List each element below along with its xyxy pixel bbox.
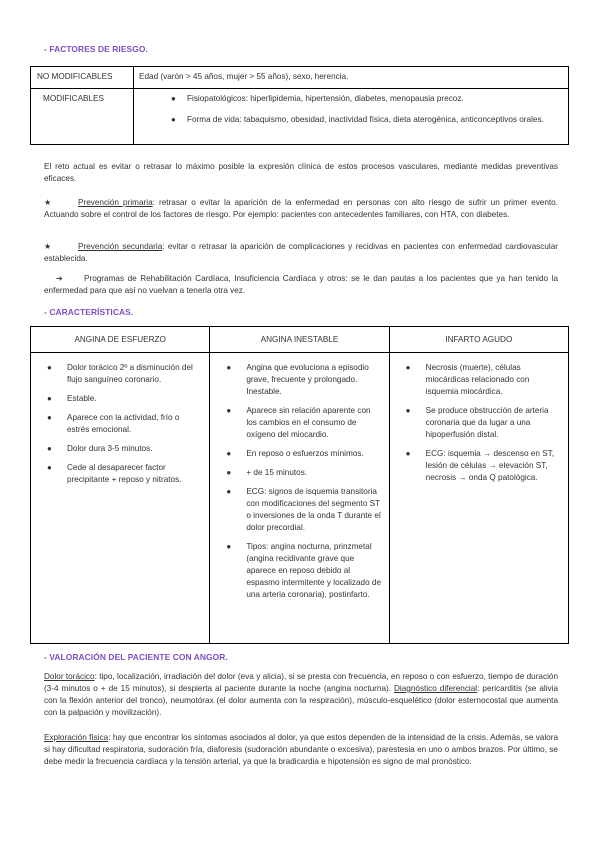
intro-paragraph: El reto actual es evitar o retrasar lo máximo posible la expresión clínica de estos procesos vasculares, mediante medidas preventivas eficaces. — [44, 162, 558, 183]
nonmodifiable-label: NO MODIFICABLES — [31, 67, 134, 89]
list-item: ● Necrosis (muerte), células miocárdicas relacionado con isquemia miocárdica. — [405, 363, 530, 396]
list-item: ● + de 15 minutos. — [226, 468, 308, 477]
list-item: ● En reposo o esfuerzos mínimos. — [226, 449, 364, 458]
bullet-icon: ● — [405, 449, 411, 458]
primary-prevention-label: Prevención primaria — [78, 198, 153, 207]
bullet-icon: ● — [226, 468, 232, 477]
list-item: ● Forma de vida: tabaquismo, obesidad, inactividad física, dieta aterogénica, anticonceptivos orales. — [171, 115, 544, 124]
risk-factors-heading: - FACTORES DE RIESGO. — [44, 44, 148, 54]
physical-exam-paragraph: Exploración física: hay que encontrar los síntomas asociados al dolor, ya que estos dependen de la intensidad de la crisis. Además, se valora si hay dificultad respiratoria, sudoración fría, diaforesis (sudoración abundante o excesiva), parestesia en uno o ambos brazos. Por último, se debe medir la frecuencia cardíaca y la tensión arterial, ya que la bradicardia e hipotensión es signo de mal pronóstico. — [44, 733, 558, 766]
bullet-icon: ● — [47, 413, 52, 422]
bullet-icon: ● — [226, 363, 232, 372]
bullet-icon: ● — [47, 444, 52, 453]
bullet-icon: ● — [171, 94, 176, 103]
secondary-prevention-label: Prevención secundaria — [78, 242, 163, 251]
list-item: ● Tipos: angina nocturna, prinzmetal (angina recidivante grave que aparece en reposo debido al espasmo intermitente y localizado de una arteria coronaria), postinfarto. — [226, 542, 382, 599]
bullet-icon: ● — [226, 406, 232, 415]
primary-prevention-paragraph: ★ Prevención primaria: retrasar o evitar la aparición de la enfermedad en personas con alto riesgo de sufrir un primer evento. Actuando sobre el control de los factores de riesgo. Por ejemplo: pacientes con antecedentes familiares, con HTA, con diabetes. — [44, 198, 558, 219]
header-infarto-agudo: INFARTO AGUDO — [389, 327, 568, 353]
rehab-paragraph: ➔ Programas de Rehabilitación Cardíaca, Insuficiencia Cardíaca y otros: se le dan pautas a los pacientes que ya han tenido la enfermedad para que así no vuelvan a tenerla otra vez. — [44, 274, 558, 295]
nonmodifiable-text: Edad (varón > 45 años, mujer > 55 años), sexo, herencia. — [134, 67, 569, 89]
column-angina-esfuerzo — [31, 353, 210, 644]
modifiable-cell — [134, 89, 569, 145]
header-angina-esfuerzo: ANGINA DE ESFUERZO — [31, 327, 210, 353]
header-angina-inestable: ANGINA INESTABLE — [210, 327, 389, 353]
column-angina-inestable — [210, 353, 389, 644]
chest-pain-label: Dolor torácico — [44, 672, 95, 681]
bullet-icon: ● — [171, 115, 176, 124]
list-item: ● Dolor dura 3-5 minutos. — [47, 444, 153, 453]
bullet-icon: ● — [405, 363, 411, 372]
column-infarto-agudo — [389, 353, 568, 644]
list-item: ● Aparece sin relación aparente con los cambios en el consumo de oxígeno del miocardio. — [226, 406, 371, 439]
list-item: ● Aparece con la actividad, frío o estrés emocional. — [47, 413, 180, 434]
characteristics-heading: - CARACTERÍSTICAS. — [44, 307, 134, 317]
characteristics-table — [30, 326, 569, 644]
star-icon: ★ — [44, 198, 52, 207]
arrow-icon: ➔ — [56, 274, 63, 283]
bullet-icon: ● — [226, 542, 232, 551]
modifiable-label: MODIFICABLES — [31, 89, 134, 145]
chest-pain-paragraph: Dolor torácico: tipo, localización, irradiación del dolor (eva y alicia), si se presta con frecuencia, en reposo o con esfuerzo, tiempo de duración (3-4 minutos o + de 15 minutos), si despierta al paciente durante la noche (angina nocturna). Diagnóstico diferencial: pericarditis (se alivia con la flexión anterior del tronco), neumotórax (el dolor aumenta con la respiración), músculo-esquelético (dolor esternocostal que aumenta con la palpación y movilización). — [44, 672, 559, 717]
bullet-icon: ● — [226, 487, 232, 496]
list-item: ● Cede al desaparecer factor precipitante + reposo y nitratos. — [47, 463, 182, 484]
list-item: ● Fisiopatológicos: hiperlipidemia, hipertensión, diabetes, menopausia precoz. — [171, 94, 464, 103]
bullet-icon: ● — [405, 406, 411, 415]
bullet-icon: ● — [47, 363, 52, 372]
list-item: ● Dolor torácico 2º a disminución del flujo sanguíneo coronario. — [47, 363, 193, 384]
risk-factors-table — [30, 66, 569, 145]
list-item: ● ECG: signos de isquemia transitoria con modificaciones del segmento ST o inversiones de la onda T durante el dolor precordial. — [226, 487, 381, 532]
star-icon: ★ — [44, 242, 52, 251]
list-item: ● Angina que evoluciona a episodio grave, frecuente y prolongado. Inestable. — [226, 363, 369, 396]
bullet-icon: ● — [47, 394, 52, 403]
differential-diagnosis-label: Diagnóstico diferencial — [394, 684, 478, 693]
list-item: ● Estable. — [47, 394, 97, 403]
bullet-icon: ● — [226, 449, 232, 458]
assessment-heading: - VALORACIÓN DEL PACIENTE CON ANGOR. — [44, 652, 228, 662]
bullet-icon: ● — [47, 463, 52, 472]
modifiable-list — [139, 94, 568, 125]
list-item: ● Se produce obstrucción de arteria coronaria que da lugar a una hipoperfusión distal. — [405, 406, 549, 439]
secondary-prevention-paragraph: ★ Prevención secundaria: evitar o retrasar la aparición de complicaciones y recidivas en pacientes con enfermedad cardiovascular establecida. — [44, 242, 559, 263]
physical-exam-label: Exploración física — [44, 733, 109, 742]
list-item: ● ECG: isquemia → descenso en ST, lesión de células → elevación ST, necrosis → onda Q patológica. — [405, 449, 554, 482]
